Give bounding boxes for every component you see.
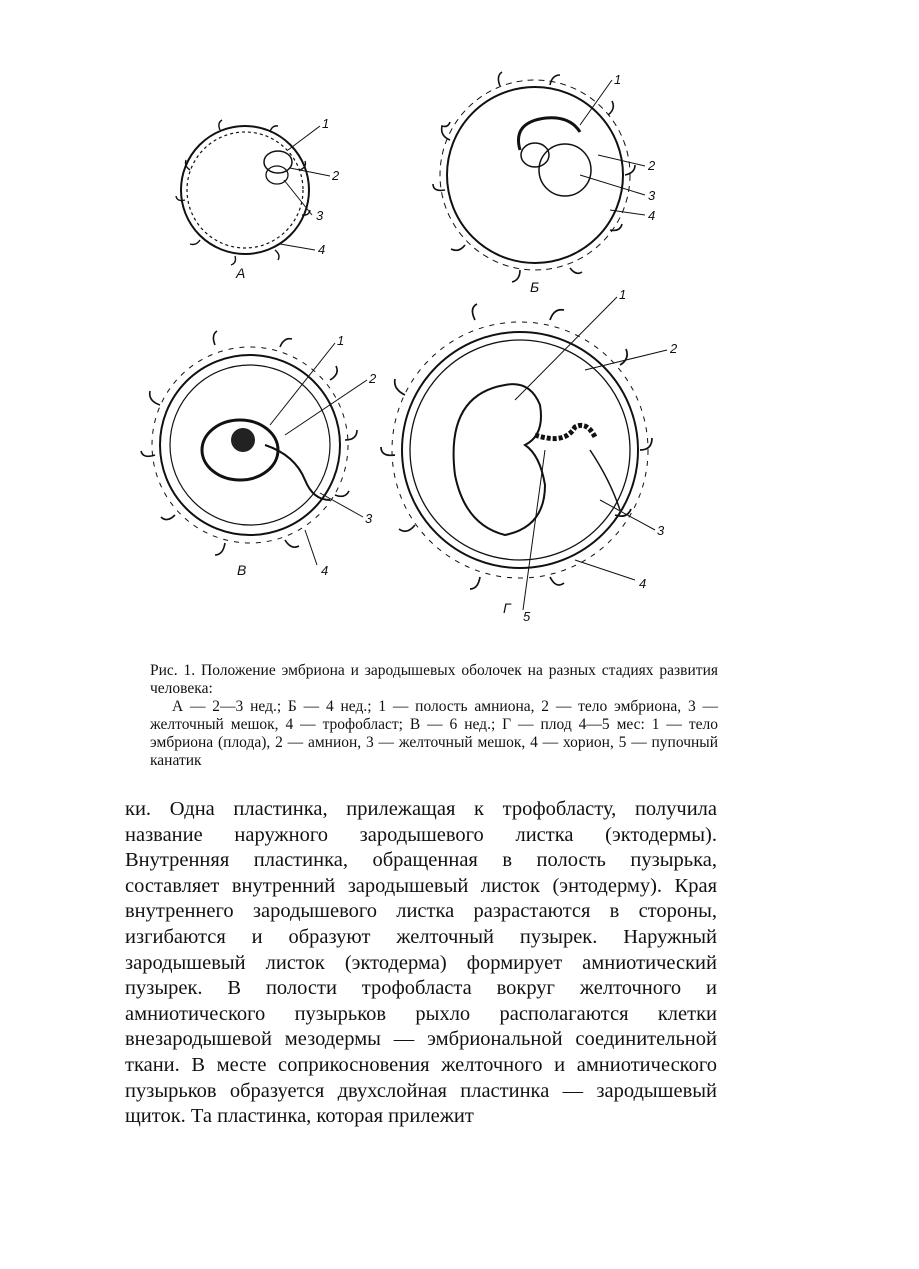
panel-a-drawing: [160, 110, 350, 290]
panel-g-callout-5: 5: [523, 609, 531, 624]
panel-b-callout-1: 1: [614, 72, 622, 87]
panel-a-callout-3: 3: [316, 208, 324, 223]
panel-a-label: А: [236, 265, 246, 281]
panel-g-callout-2: 2: [670, 341, 678, 356]
panel-v-callout-1: 1: [337, 333, 345, 348]
panel-a-callout-2: 2: [332, 168, 340, 183]
panel-v-callout-3: 3: [365, 511, 373, 526]
panel-g-callout-4: 4: [639, 576, 647, 591]
panel-b-drawing: [430, 70, 670, 300]
figure-panel-b: [430, 70, 670, 300]
caption-title: Рис. 1. Положение эмбриона и зародышевых оболочек на разных стадиях развития человека:: [150, 662, 718, 697]
figure-caption: [150, 662, 718, 770]
panel-b-callout-4: 4: [648, 208, 656, 223]
panel-g-callout-3: 3: [657, 523, 665, 538]
panel-g-drawing: [385, 285, 685, 630]
figure-panel-v: [145, 325, 385, 585]
panel-b-label: Б: [530, 279, 540, 295]
panel-v-callout-2: 2: [369, 371, 377, 386]
panel-v-callout-4: 4: [321, 563, 329, 578]
panel-v-label: В: [237, 562, 247, 578]
panel-g-callout-1: 1: [619, 287, 627, 302]
body-paragraph: ки. Одна пластинка, прилежащая к трофобласту, получила название наружного зародышевого листка (эктодермы). Внутренняя пластинка, обращенная в полость пузырька, составляет внутренний зародышевый листок (энтодерму). Края внутреннего зародышевого листка разрастаются в стороны, изгибаются и образуют желточный пузырек. Наружный зародышевый листок (эктодерма) формирует амниотический пузырек. В полости трофобласта вокруг желточного и амниотического пузырьков рыхло располагаются клетки внезародышевой мезодермы — эмбриональной соединительной ткани. В месте соприкосновения желточного и амниотического пузырьков образуется двухслойная пластинка — зародышевый щиток. Та пластинка, которая прилежит: [125, 798, 717, 1128]
panel-a-callout-1: 1: [322, 116, 330, 131]
panel-v-drawing: [145, 325, 385, 585]
figure-panel-g: [385, 285, 685, 630]
panel-g-label: Г: [503, 600, 511, 616]
panel-b-callout-2: 2: [648, 158, 656, 173]
caption-body: А — 2—3 нед.; Б — 4 нед.; 1 — полость амниона, 2 — тело эмбриона, 3 — желточный мешок, 4 — трофобласт; В — 6 нед.; Г — плод 4—5 мес: 1 — тело эмбриона (плода), 2 — амнион, 3 — желточный мешок, 4 — хорион, 5 — пупочный канатик: [150, 698, 718, 769]
panel-b-callout-3: 3: [648, 188, 656, 203]
figure-panel-a: [160, 110, 350, 290]
panel-a-callout-4: 4: [318, 242, 326, 257]
